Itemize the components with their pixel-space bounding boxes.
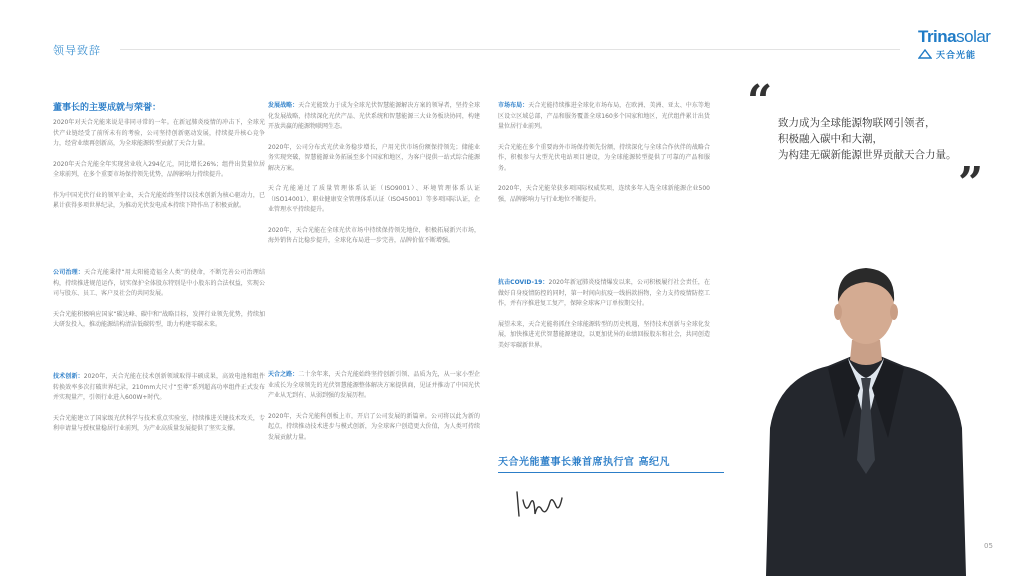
column1-heading: 董事长的主要成就与荣誉： [53, 103, 162, 113]
header-divider [120, 49, 900, 50]
quote-line: 致力成为全球能源物联网引领者， [778, 117, 936, 129]
executive-portrait [748, 228, 984, 576]
executive-title: 天合光能董事长兼首席执行官 高纪凡 [498, 457, 670, 468]
paragraph: 2020年，天合光能在全球光伏市场中持续保持领先地位，积极拓展新兴市场，海外销售占比稳步提升，全球化布局进一步完善，品牌价值不断增强。 [268, 226, 480, 244]
paragraph: 技术创新：2020年，天合光能在技术创新领域取得丰硕成果，高效电池和组件转换效率多次打破世界纪录，210mm大尺寸“至尊”系列超高功率组件正式发布并实现量产，引领行业进入600W+时代。 [53, 373, 265, 401]
paragraph: 展望未来，天合光能将抓住全球能源转型的历史机遇，坚持技术创新与全球化发展，加快推进光伏智慧能源建设，以更加优异的业绩回报股东和社会，共同创造美好零碳新世界。 [498, 320, 710, 349]
paragraph: 抗击COVID-19：2020年新冠肺炎疫情爆发以来，公司积极履行社会责任，在做好自身疫情防控的同时，第一时间向抗疫一线捐款捐物，全力支持疫情防控工作，并有序推进复工复产，保障全球客户订单按期交付。 [498, 279, 710, 307]
paragraph: 2020年，公司分布式光伏业务稳步增长，户用光伏市场份额保持领先；储能业务实现突破，智慧能源业务拓展至多个国家和地区，为客户提供一站式综合能源解决方案。 [268, 143, 480, 172]
paragraph-lead: 抗击COVID-19： [498, 279, 549, 286]
paragraph: 天合光能通过了质量管理体系认证（ISO9001）、环境管理体系认证（ISO14001）、职业健康安全管理体系认证（ISO45001）等多项国际认证，企业管理水平持续提升。 [268, 185, 480, 213]
quote-line: 积极融入碳中和大潮， [778, 133, 883, 145]
column1-body-top [53, 118, 265, 222]
paragraph: 公司治理：天合光能秉持“用太阳能造福全人类”的使命，不断完善公司治理结构，持续推进规范运作，切实保护全体股东特别是中小股东的合法权益，实现公司与股东、员工、客户及社会的共同发展。 [53, 269, 265, 297]
section-title: 领导致辞 [53, 44, 101, 57]
paragraph-lead: 天合之路： [268, 371, 299, 378]
logo-chinese-name: 天合光能 [936, 51, 977, 61]
paragraph: 2020年天合光能全年实现营业收入294亿元，同比增长26%；组件出货量位居全球前列，在多个重要市场保持领先优势，品牌影响力持续提升。 [53, 160, 265, 178]
quote-line: 为构建无碳新能源世界贡献天合力量。 [778, 149, 957, 161]
paragraph-lead: 技术创新： [53, 373, 84, 380]
paragraph: 发展战略：天合光能致力于成为全球光伏智慧能源解决方案的领导者，坚持全球化发展战略，持续深化光伏产品、光伏系统和智慧能源三大业务板块协同，构建开放共赢的能源物联网生态。 [268, 102, 480, 130]
column2-body-bottom [268, 370, 480, 453]
column2-body-top [268, 101, 480, 257]
paragraph-lead: 发展战略： [268, 102, 299, 109]
logo-wordmark: Trinasolar [918, 27, 991, 46]
column1-body-governance [53, 268, 265, 341]
paragraph: 2020年，天合光能荣获多项国际权威奖项，连续多年入选全球新能源企业500强，品牌影响力与行业地位不断提升。 [498, 185, 710, 203]
pull-quote [778, 115, 957, 163]
signature-image [514, 486, 564, 522]
trina-logo-mark-icon [918, 49, 932, 59]
column3-body-top [498, 101, 710, 215]
trina-solar-logo [918, 28, 998, 61]
paragraph: 市场布局：天合光能持续推进全球化市场布局，在欧洲、美洲、亚太、中东等地区设立区域总部，产品和服务覆盖全球160多个国家和地区，光伏组件累计出货量位居行业前列。 [498, 102, 710, 130]
paragraph: 作为中国光伏行业的领军企业，天合光能始终坚持以技术创新为核心驱动力，已累计获得多项世界纪录，为推动光伏发电成本持续下降作出了积极贡献。 [53, 191, 265, 209]
column3-body-covid [498, 278, 710, 361]
paragraph: 天合之路：二十余年来，天合光能始终坚持创新引领、品质为先，从一家小型企业成长为全球领先的光伏智慧能源整体解决方案提供商，见证并推动了中国光伏产业从无到有、从弱到强的发展历程。 [268, 371, 480, 399]
executive-title-underline [498, 472, 724, 473]
paragraph: 天合光能在多个重要海外市场保持领先份额，持续深化与全球合作伙伴的战略合作，积极参与大型光伏电站项目建设，为全球能源转型提供了可靠的产品和服务。 [498, 143, 710, 172]
quote-open-mark: “ [747, 76, 773, 127]
quote-close-mark: ” [958, 158, 984, 209]
paragraph-lead: 公司治理： [53, 269, 85, 276]
paragraph: 2020年对天合光能来说是非同寻常的一年。在新冠肺炎疫情的冲击下，全球光伏产业链经受了前所未有的考验，公司坚持创新驱动发展，持续提升核心竞争力，经营业绩再创新高，为全球能源转型贡献了天合力量。 [53, 119, 265, 147]
paragraph: 天合光能建立了国家级光伏科学与技术重点实验室，持续推进关键技术攻关，专利申请量与授权量稳居行业前列，为产业高质量发展提供了坚实支撑。 [53, 414, 265, 432]
paragraph-lead: 市场布局： [498, 102, 529, 109]
paragraph: 天合光能积极响应国家“碳达峰、碳中和”战略目标，发挥行业领先优势，持续加大研发投入，推动能源结构清洁低碳转型，助力构建零碳未来。 [53, 310, 265, 328]
page-number: 05 [984, 542, 993, 550]
paragraph: 2020年，天合光能科创板上市，开启了公司发展的新篇章。公司将以此为新的起点，持续推动技术进步与模式创新，为全球客户创造更大价值，为人类可持续发展贡献力量。 [268, 412, 480, 441]
column1-body-innovation [53, 372, 265, 445]
